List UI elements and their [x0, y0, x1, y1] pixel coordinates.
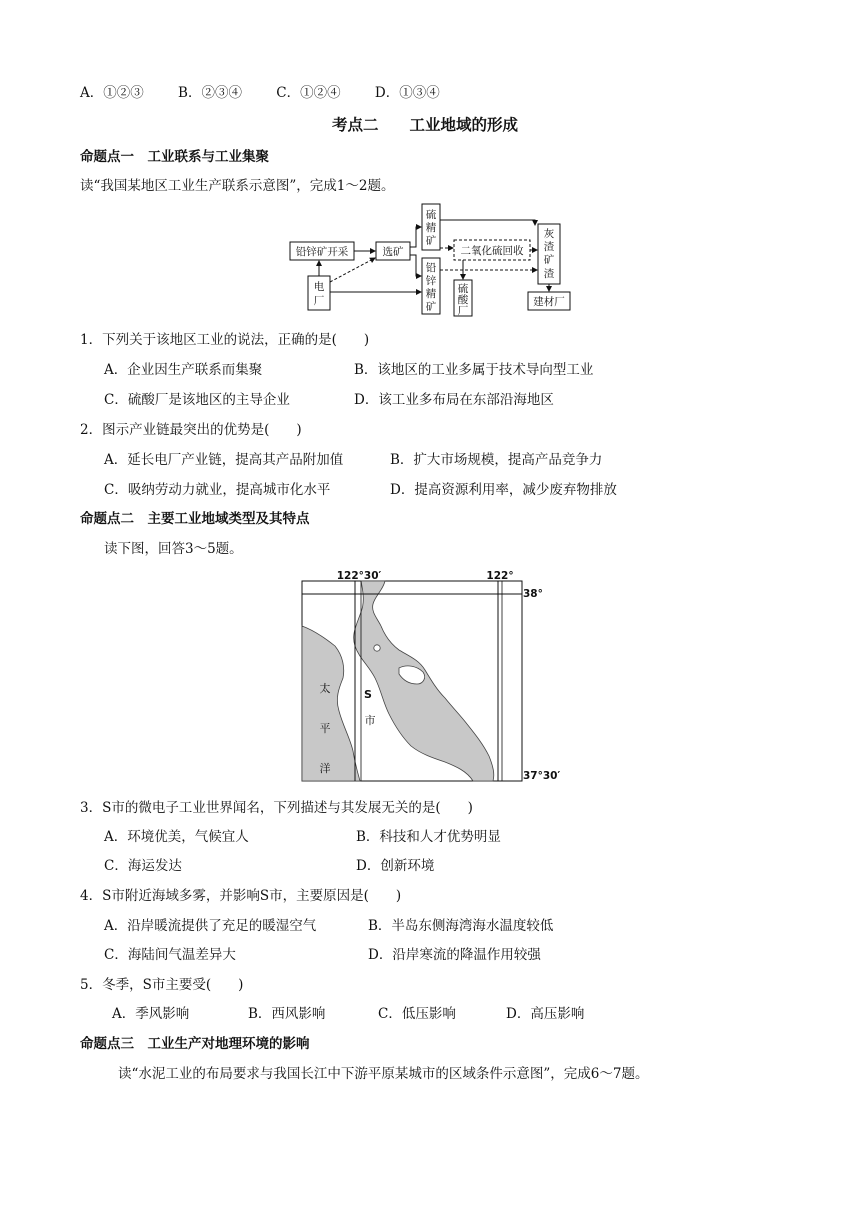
city-label-s: S — [364, 688, 372, 701]
q2-option-c: C．吸纳劳动力就业，提高城市化水平 — [104, 482, 331, 498]
q4-option-d: D．沿岸寒流的降温作用较强 — [368, 947, 541, 963]
q2-option-a: A．延长电厂产业链，提高其产品附加值 — [104, 452, 344, 468]
q2-stem: 2．图示产业链最突出的优势是( ) — [80, 422, 302, 438]
label-sulfur-1: 硫 — [425, 209, 437, 221]
q3-stem: 3．S市的微电子工业世界闻名，下列描述与其发展无关的是( ) — [80, 800, 473, 816]
q2-option-d: D．提高资源利用率，减少废弃物排放 — [390, 482, 617, 498]
city-label-shi: 市 — [364, 714, 376, 727]
label-building: 建材厂 — [533, 296, 565, 308]
label-power-1: 电 — [313, 281, 325, 293]
q5-option-c: C．低压影响 — [378, 1006, 456, 1022]
label-beneficiation: 选矿 — [382, 246, 404, 258]
q5-option-d: D．高压影响 — [506, 1006, 585, 1022]
ocean-label-2: 平 — [319, 722, 331, 735]
q1-option-b: B．该地区的工业多属于技术导向型工业 — [354, 362, 594, 378]
section-title: 考点二 工业地域的形成 — [332, 116, 519, 134]
lon-label-122-30: 122°30′ — [336, 570, 382, 582]
label-power-2: 厂 — [313, 295, 325, 307]
topic2-intro: 读下图，回答3～5题。 — [104, 541, 243, 557]
label-acid-3: 厂 — [457, 305, 469, 317]
label-pbzn-3: 精 — [425, 288, 437, 300]
q5-option-b: B．西风影响 — [248, 1006, 326, 1022]
q1-stem: 1．下列关于该地区工业的说法，正确的是( ) — [80, 332, 370, 348]
q4-option-a: A．沿岸暖流提供了充足的暖湿空气 — [104, 918, 317, 934]
lat-label-37-30: 37°30′ — [523, 770, 561, 782]
label-acid-2: 酸 — [457, 294, 469, 306]
label-pbzn-2: 锌 — [425, 275, 437, 287]
q2-option-b: B．扩大市场规模，提高产品竞争力 — [390, 452, 603, 468]
label-pbzn-1: 铅 — [425, 262, 437, 274]
label-mining: 铅锌矿开采 — [295, 246, 349, 258]
bay-area-map — [295, 566, 570, 786]
prev-option-c: C．①②④ — [276, 85, 341, 101]
lon-label-122: 122° — [486, 570, 514, 582]
q1-option-d: D．该工业多布局在东部沿海地区 — [354, 392, 554, 408]
prev-option-a: A．①②③ — [80, 85, 144, 101]
label-slag-4: 渣 — [543, 268, 555, 280]
prev-options-row — [80, 84, 440, 102]
q1-option-c: C．硫酸厂是该地区的主导企业 — [104, 392, 290, 408]
label-pbzn-4: 矿 — [425, 301, 437, 313]
q3-option-a: A．环境优美，气候宜人 — [104, 829, 249, 845]
q3-option-d: D．创新环境 — [356, 858, 435, 874]
label-slag-1: 灰 — [543, 228, 555, 240]
prev-option-b: B．②③④ — [178, 85, 242, 101]
topic2-heading: 命题点二 主要工业地域类型及其特点 — [80, 511, 310, 527]
topic1-heading: 命题点一 工业联系与工业集聚 — [80, 149, 269, 165]
q3-option-b: B．科技和人才优势明显 — [356, 829, 501, 845]
q4-option-c: C．海陆间气温差异大 — [104, 947, 236, 963]
q5-stem: 5．冬季，S市主要受( ) — [80, 977, 244, 993]
label-sulfur-2: 精 — [425, 222, 437, 234]
q5-option-a: A．季风影响 — [112, 1006, 190, 1022]
topic3-heading: 命题点三 工业生产对地理环境的影响 — [80, 1036, 310, 1052]
q3-option-c: C．海运发达 — [104, 858, 182, 874]
topic3-intro: 读“水泥工业的布局要求与我国长江中下游平原某城市的区域条件示意图”，完成6～7题。 — [118, 1066, 649, 1082]
small-island — [374, 645, 380, 651]
q1-option-a: A．企业因生产联系而集聚 — [104, 362, 263, 378]
q4-option-b: B．半岛东侧海湾海水温度较低 — [368, 918, 554, 934]
ocean-label-1: 太 — [319, 682, 331, 695]
industry-linkage-diagram — [280, 200, 580, 318]
label-slag-3: 矿 — [543, 254, 555, 266]
ocean-label-3: 洋 — [319, 762, 331, 775]
label-sulfur-3: 矿 — [425, 235, 437, 247]
label-so2: 二氧化硫回收 — [460, 245, 524, 257]
label-acid-1: 硫 — [457, 283, 469, 295]
q4-stem: 4．S市附近海域多雾，并影响S市，主要原因是( ) — [80, 888, 402, 904]
lat-label-38: 38° — [523, 588, 543, 600]
label-slag-2: 渣 — [543, 241, 555, 253]
topic1-intro: 读“我国某地区工业生产联系示意图”，完成1～2题。 — [80, 178, 395, 194]
prev-option-d: D．①③④ — [374, 85, 440, 101]
